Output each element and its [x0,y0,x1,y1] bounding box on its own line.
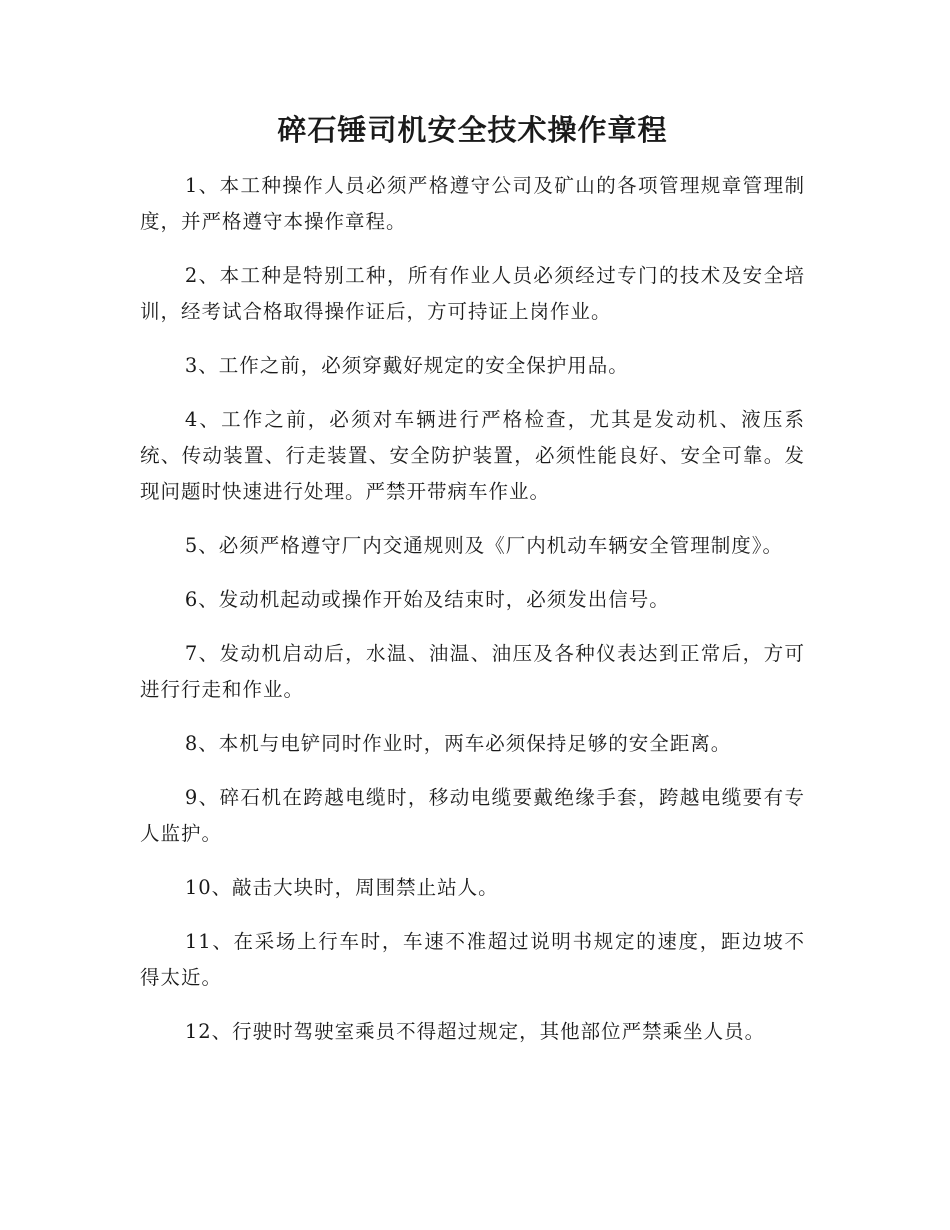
document-title: 碎石锤司机安全技术操作章程 [277,113,668,147]
paragraph-4: 4、工作之前，必须对车辆进行严格检查，尤其是发动机、液压系统、传动装置、行走装置、安全防护装置，必须性能良好、安全可靠。发现问题时快速进行处理。严禁开带病车作业。 [140,408,805,503]
paragraph-12: 12、行驶时驾驶室乘员不得超过规定，其他部位严禁乘坐人员。 [184,1020,766,1043]
paragraph-11: 11、在采场上行车时，车速不准超过说明书规定的速度，距边坡不得太近。 [140,930,805,989]
document-page [140,108,805,1068]
paragraph-1: 1、本工种操作人员必须严格遵守公司及矿山的各项管理规章管理制度，并严格遵守本操作章程。 [140,174,805,233]
paragraph-7: 7、发动机启动后，水温、油温、油压及各种仪表达到正常后，方可进行行走和作业。 [140,642,805,701]
paragraph-3: 3、工作之前，必须穿戴好规定的安全保护用品。 [184,354,629,377]
paragraph-8: 8、本机与电铲同时作业时，两车必须保持足够的安全距离。 [184,732,732,755]
paragraph-2: 2、本工种是特别工种，所有作业人员必须经过专门的技术及安全培训，经考试合格取得操作证后，方可持证上岗作业。 [140,264,805,323]
paragraph-6: 6、发动机起动或操作开始及结束时，必须发出信号。 [184,588,670,611]
paragraph-10: 10、敲击大块时，周围禁止站人。 [184,876,499,899]
paragraph-9: 9、碎石机在跨越电缆时，移动电缆要戴绝缘手套，跨越电缆要有专人监护。 [140,786,805,845]
paragraph-5: 5、必须严格遵守厂内交通规则及《厂内机动车辆安全管理制度》。 [184,534,784,557]
